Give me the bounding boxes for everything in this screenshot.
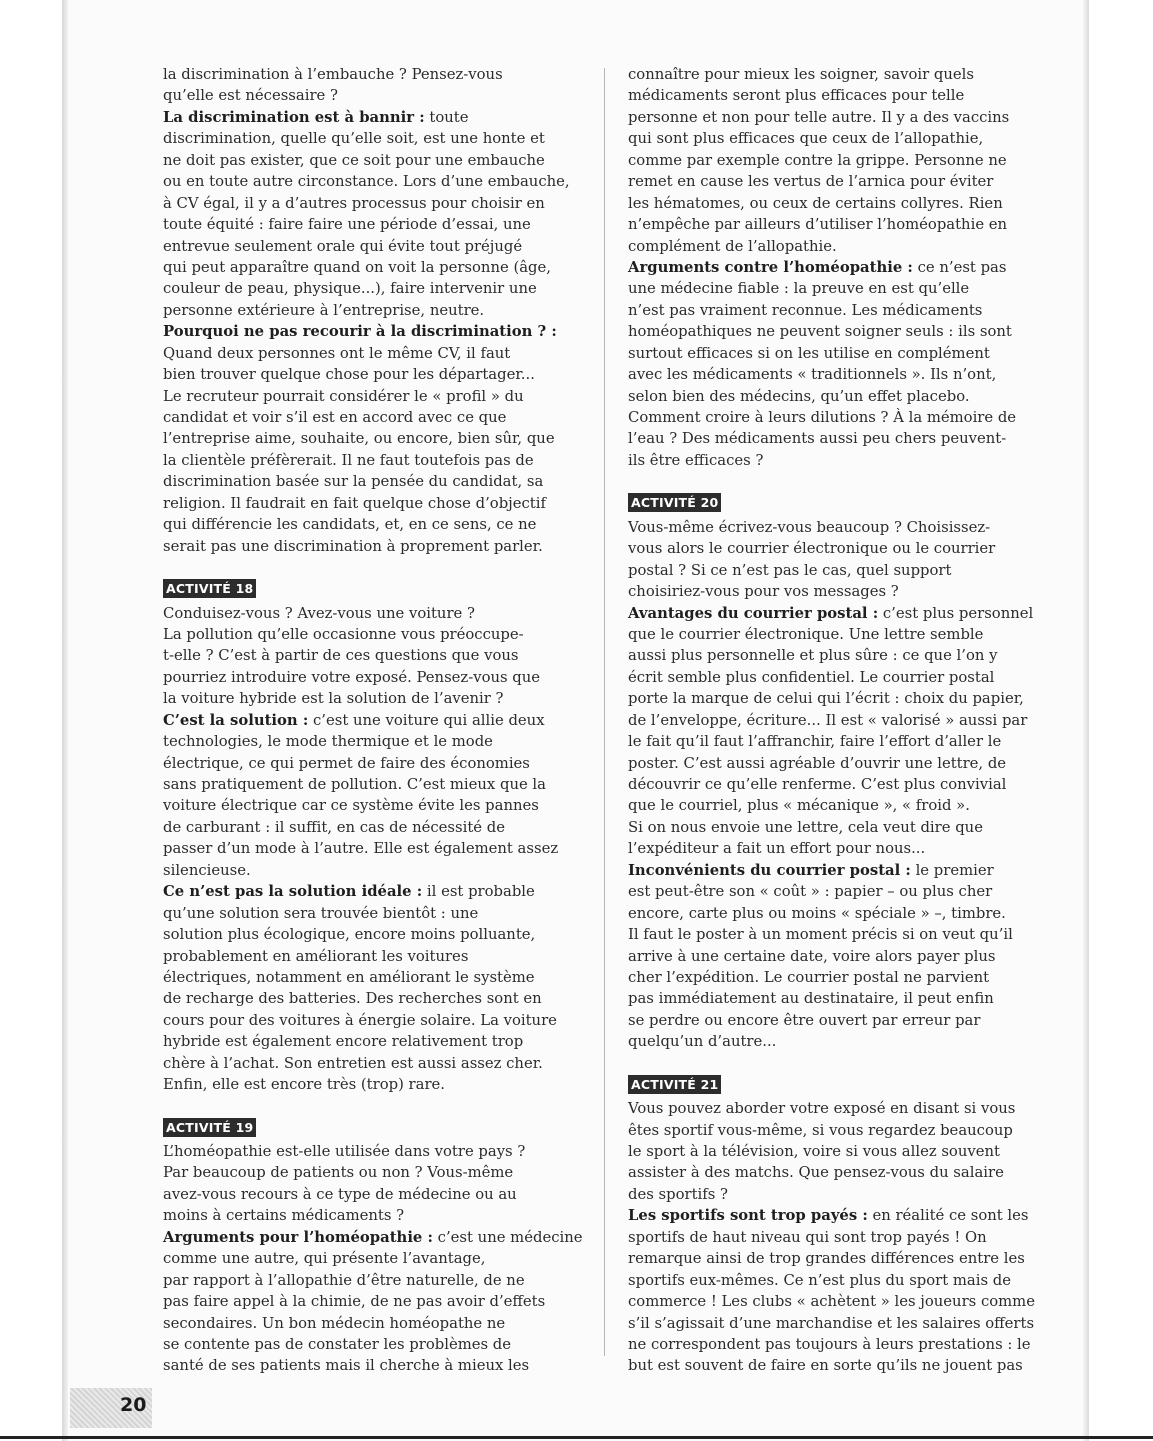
line-text: comme par exemple contre la grippe. Personne ne bbox=[628, 151, 1007, 169]
text-line bbox=[163, 710, 581, 731]
text-line bbox=[628, 193, 1048, 214]
text-line bbox=[628, 107, 1048, 128]
line-text: arrive à une certaine date, voire alors payer plus bbox=[628, 947, 996, 965]
line-text: de carburant : il suffit, en cas de nécessité de bbox=[163, 818, 505, 836]
line-text: porte la marque de celui qui l’écrit : choix du papier, bbox=[628, 690, 1024, 708]
line-text: chère à l’achat. Son entretien est aussi assez cher. bbox=[163, 1054, 543, 1072]
text-line bbox=[163, 1355, 581, 1376]
text-line bbox=[163, 860, 581, 881]
text-line bbox=[163, 1205, 581, 1226]
text-line bbox=[628, 257, 1048, 278]
line-text: surtout efficaces si on les utilise en complément bbox=[628, 344, 990, 362]
text-line bbox=[163, 386, 581, 407]
text-line bbox=[628, 817, 1048, 838]
line-text: que le courrier électronique. Une lettre semble bbox=[628, 625, 984, 643]
line-text: qui peut apparaître quand on voit la personne (âge, bbox=[163, 258, 551, 276]
text-line bbox=[163, 903, 581, 924]
bold-lead-in: La discrimination est à bannir : bbox=[163, 108, 425, 126]
binding-edge bbox=[62, 0, 68, 1441]
line-text: t-elle ? C’est à partir de ces questions que vous bbox=[163, 647, 519, 665]
text-line bbox=[163, 514, 581, 535]
activity-badge: ACTIVITÉ 19 bbox=[163, 1118, 256, 1137]
line-text: secondaires. Un bon médecin homéopathe ne bbox=[163, 1314, 506, 1332]
text-line bbox=[163, 257, 581, 278]
activity-badge: ACTIVITÉ 18 bbox=[163, 579, 256, 598]
line-text: de l’enveloppe, écriture... Il est « valorisé » aussi par bbox=[628, 711, 1028, 729]
line-text: le sport à la télévision, voire si vous allez souvent bbox=[628, 1143, 1000, 1160]
line-text: comme une autre, qui présente l’avantage, bbox=[163, 1250, 486, 1268]
text-line bbox=[163, 1270, 581, 1291]
activity-heading bbox=[628, 1074, 1048, 1095]
line-text: complément de l’allopathie. bbox=[628, 237, 837, 255]
line-text: ce n’est pas bbox=[912, 258, 1007, 276]
line-text: Vous-même écrivez-vous beaucoup ? Choisissez- bbox=[628, 518, 991, 536]
line-text: personne et non pour telle autre. Il y a des vaccins bbox=[628, 108, 1010, 126]
line-text: entrevue seulement orale qui évite tout préjugé bbox=[163, 237, 523, 255]
text-line bbox=[628, 667, 1048, 688]
line-text: sans pratiquement de pollution. C’est mieux que la bbox=[163, 776, 546, 793]
text-line bbox=[163, 1010, 581, 1031]
text-line bbox=[163, 817, 581, 838]
text-line bbox=[628, 967, 1048, 988]
text-line bbox=[163, 753, 581, 774]
text-line bbox=[163, 1053, 581, 1074]
line-text: toute bbox=[424, 108, 469, 126]
line-text: par rapport à l’allopathie d’être naturelle, de ne bbox=[163, 1271, 525, 1289]
line-text: le premier bbox=[910, 861, 994, 879]
line-text: n’est pas vraiment reconnue. Les médicaments bbox=[628, 301, 983, 319]
activity-heading bbox=[163, 1117, 581, 1138]
line-text: la voiture hybride est la solution de l’avenir ? bbox=[163, 690, 504, 708]
line-text: solution plus écologique, encore moins polluante, bbox=[163, 926, 536, 944]
text-line bbox=[163, 64, 581, 85]
text-line bbox=[628, 343, 1048, 364]
text-line bbox=[628, 1291, 1048, 1312]
bold-lead-in: Les sportifs sont trop payés : bbox=[628, 1207, 868, 1225]
text-line bbox=[163, 1248, 581, 1269]
text-line bbox=[163, 1291, 581, 1312]
activity-badge: ACTIVITÉ 20 bbox=[628, 493, 721, 512]
text-line bbox=[163, 193, 581, 214]
text-line bbox=[628, 1334, 1048, 1355]
line-text: commerce ! Les clubs « achètent » les joueurs comme bbox=[628, 1293, 1035, 1311]
bold-lead-in: Ce n’est pas la solution idéale : bbox=[163, 883, 423, 901]
line-text: c’est plus personnel bbox=[878, 604, 1034, 622]
line-text: discrimination, quelle qu’elle soit, est une honte et bbox=[163, 130, 545, 148]
text-line bbox=[628, 1141, 1048, 1162]
line-text: voiture électrique car ce système évite les pannes bbox=[163, 797, 539, 815]
text-line bbox=[628, 688, 1048, 709]
line-text: homéopathiques ne peuvent soigner seuls : ils sont bbox=[628, 323, 1012, 341]
text-line bbox=[163, 428, 581, 449]
line-text: Le recruteur pourrait considérer le « profil » du bbox=[163, 387, 524, 405]
bold-lead-in: C’est la solution : bbox=[163, 711, 309, 729]
bold-lead-in: Avantages du courrier postal : bbox=[628, 604, 879, 622]
line-text: ne correspondent pas toujours à leurs prestations : le bbox=[628, 1335, 1031, 1353]
text-line bbox=[628, 1248, 1048, 1269]
line-text: avec les médicaments « traditionnels ». Ils n’ont, bbox=[628, 366, 997, 384]
text-line bbox=[163, 214, 581, 235]
line-text: est peut-être son « coût » : papier – ou plus cher bbox=[628, 883, 993, 901]
section-gap bbox=[628, 471, 1048, 489]
line-text: selon bien des médecins, qu’un effet placebo. bbox=[628, 387, 970, 405]
text-line bbox=[628, 860, 1048, 881]
activity-heading bbox=[163, 578, 581, 599]
text-line bbox=[628, 85, 1048, 106]
line-text: technologies, le mode thermique et le mode bbox=[163, 733, 493, 751]
text-line bbox=[628, 1205, 1048, 1226]
line-text: postal ? Si ce n’est pas le cas, quel support bbox=[628, 561, 952, 579]
text-line bbox=[163, 128, 581, 149]
line-text: bien trouver quelque chose pour les départager... bbox=[163, 366, 535, 384]
line-text: Si on nous envoie une lettre, cela veut dire que bbox=[628, 818, 983, 836]
line-text: découvrir ce qu’elle renferme. C’est plus convivial bbox=[628, 776, 1007, 793]
text-line bbox=[628, 1162, 1048, 1183]
text-line bbox=[163, 450, 581, 471]
text-line bbox=[628, 1355, 1048, 1376]
line-text: pourriez introduire votre exposé. Pensez-vous que bbox=[163, 668, 541, 686]
text-line bbox=[163, 471, 581, 492]
text-line bbox=[163, 236, 581, 257]
line-text: but est souvent de faire en sorte qu’ils ne jouent pas bbox=[628, 1357, 1023, 1375]
text-line bbox=[163, 407, 581, 428]
text-line bbox=[628, 1313, 1048, 1334]
text-line bbox=[628, 731, 1048, 752]
line-text: probablement en améliorant les voitures bbox=[163, 947, 469, 965]
line-text: Quand deux personnes ont le même CV, il faut bbox=[163, 344, 511, 362]
text-line bbox=[163, 667, 581, 688]
line-text: toute équité : faire faire une période d’essai, une bbox=[163, 216, 531, 234]
text-line bbox=[163, 150, 581, 171]
text-line bbox=[628, 1120, 1048, 1141]
line-text: moins à certains médicaments ? bbox=[163, 1207, 405, 1225]
text-line bbox=[163, 946, 581, 967]
bottom-rule bbox=[0, 1436, 1153, 1439]
line-text: n’empêche par ailleurs d’utiliser l’homéopathie en bbox=[628, 216, 1008, 234]
text-line bbox=[628, 1270, 1048, 1291]
line-text: qu’une solution sera trouvée bientôt : une bbox=[163, 904, 479, 922]
line-text: ou en toute autre circonstance. Lors d’une embauche, bbox=[163, 173, 570, 191]
line-text: candidat et voir s’il est en accord avec ce que bbox=[163, 409, 507, 426]
text-line bbox=[628, 1098, 1048, 1119]
text-line bbox=[163, 988, 581, 1009]
text-line bbox=[163, 688, 581, 709]
text-line bbox=[628, 795, 1048, 816]
line-text: encore, carte plus ou moins « spéciale » –, timbre. bbox=[628, 904, 1006, 922]
text-line bbox=[163, 924, 581, 945]
line-text: êtes sportif vous-même, si vous regardez beaucoup bbox=[628, 1121, 1013, 1139]
text-line bbox=[628, 300, 1048, 321]
text-line bbox=[628, 450, 1048, 471]
line-text: discrimination basée sur la pensée du candidat, sa bbox=[163, 473, 544, 491]
text-line bbox=[163, 838, 581, 859]
text-line bbox=[628, 838, 1048, 859]
text-line bbox=[163, 1313, 581, 1334]
line-text: des sportifs ? bbox=[628, 1185, 728, 1203]
text-line bbox=[628, 710, 1048, 731]
text-line bbox=[163, 795, 581, 816]
line-text: en réalité ce sont les bbox=[867, 1207, 1029, 1225]
text-line bbox=[628, 214, 1048, 235]
bold-lead-in: Inconvénients du courrier postal : bbox=[628, 861, 911, 879]
text-line bbox=[628, 150, 1048, 171]
text-line bbox=[628, 645, 1048, 666]
text-line bbox=[628, 278, 1048, 299]
line-text: La pollution qu’elle occasionne vous préoccupe- bbox=[163, 625, 524, 643]
line-text: couleur de peau, physique...), faire intervenir une bbox=[163, 280, 537, 298]
text-line bbox=[163, 493, 581, 514]
text-line bbox=[163, 536, 581, 557]
line-text: ils être efficaces ? bbox=[628, 451, 764, 469]
line-text: personne extérieure à l’entreprise, neutre. bbox=[163, 301, 485, 319]
text-line bbox=[628, 171, 1048, 192]
line-text: connaître pour mieux les soigner, savoir quels bbox=[628, 66, 974, 83]
line-text: sportifs de haut niveau qui sont trop payés ! On bbox=[628, 1228, 987, 1246]
text-line bbox=[628, 1010, 1048, 1031]
line-text: médicaments seront plus efficaces pour telle bbox=[628, 87, 965, 105]
line-text: Par beaucoup de patients ou non ? Vous-même bbox=[163, 1164, 514, 1182]
bold-lead-in: Arguments contre l’homéopathie : bbox=[628, 258, 913, 276]
text-line bbox=[628, 386, 1048, 407]
line-text: quelqu’un d’autre... bbox=[628, 1033, 777, 1051]
text-line bbox=[628, 903, 1048, 924]
line-text: de recharge des batteries. Des recherches sont en bbox=[163, 990, 542, 1008]
text-line bbox=[163, 645, 581, 666]
text-line bbox=[163, 1141, 581, 1162]
line-text: c’est une médecine bbox=[432, 1228, 583, 1246]
line-text: Comment croire à leurs dilutions ? À la mémoire de bbox=[628, 409, 1017, 426]
text-line bbox=[628, 1227, 1048, 1248]
left-column bbox=[163, 64, 581, 1377]
line-text: Enfin, elle est encore très (trop) rare. bbox=[163, 1076, 445, 1094]
line-text: serait pas une discrimination à proprement parler. bbox=[163, 537, 543, 555]
line-text: le fait qu’il faut l’affranchir, faire l’effort d’aller le bbox=[628, 733, 1002, 751]
line-text: cours pour des voitures à énergie solaire. La voiture bbox=[163, 1011, 557, 1029]
line-text: remarque ainsi de trop grandes différences entre les bbox=[628, 1250, 1025, 1268]
line-text: cher l’expédition. Le courrier postal ne parvient bbox=[628, 968, 990, 986]
text-line bbox=[163, 278, 581, 299]
text-line bbox=[628, 128, 1048, 149]
line-text: que le courriel, plus « mécanique », « froid ». bbox=[628, 797, 970, 815]
line-text: l’expéditeur a fait un effort pour nous... bbox=[628, 840, 926, 858]
line-text: passer d’un mode à l’autre. Elle est également assez bbox=[163, 840, 559, 858]
text-line bbox=[163, 967, 581, 988]
section-gap bbox=[163, 1096, 581, 1114]
activity-badge: ACTIVITÉ 21 bbox=[628, 1075, 721, 1094]
text-line bbox=[628, 988, 1048, 1009]
line-text: électriques, notamment en améliorant le système bbox=[163, 968, 535, 986]
line-text: s’il s’agissait d’une marchandise et les salaires offerts bbox=[628, 1314, 1035, 1332]
text-line bbox=[163, 1162, 581, 1183]
line-text: pas immédiatement au destinataire, il peut enfin bbox=[628, 990, 994, 1008]
line-text: écrit semble plus confidentiel. Le courrier postal bbox=[628, 668, 995, 686]
line-text: l’entreprise aime, souhaite, ou encore, bien sûr, que bbox=[163, 430, 555, 448]
text-line bbox=[628, 364, 1048, 385]
text-line bbox=[628, 924, 1048, 945]
text-line bbox=[163, 321, 581, 342]
text-line bbox=[163, 107, 581, 128]
column-divider bbox=[604, 68, 605, 1356]
text-line bbox=[628, 581, 1048, 602]
line-text: la discrimination à l’embauche ? Pensez-vous bbox=[163, 66, 503, 83]
line-text: c’est une voiture qui allie deux bbox=[308, 711, 545, 729]
text-line bbox=[628, 603, 1048, 624]
bold-lead-in: Pourquoi ne pas recourir à la discrimination ? : bbox=[163, 323, 557, 341]
text-line bbox=[163, 1227, 581, 1248]
page-number: 20 bbox=[120, 1394, 147, 1416]
right-column bbox=[628, 64, 1048, 1377]
text-line bbox=[628, 624, 1048, 645]
line-text: hybride est également encore relativement trop bbox=[163, 1033, 524, 1051]
text-line bbox=[628, 321, 1048, 342]
text-line bbox=[628, 753, 1048, 774]
line-text: à CV égal, il y a d’autres processus pour choisir en bbox=[163, 194, 545, 212]
text-line bbox=[163, 343, 581, 364]
line-text: assister à des matchs. Que pensez-vous du salaire bbox=[628, 1164, 1004, 1182]
text-line bbox=[628, 236, 1048, 257]
activity-heading bbox=[628, 492, 1048, 513]
line-text: Vous pouvez aborder votre exposé en disant si vous bbox=[628, 1100, 1016, 1118]
line-text: sportifs eux-mêmes. Ce n’est plus du sport mais de bbox=[628, 1271, 1012, 1289]
text-line bbox=[163, 731, 581, 752]
line-text: il est probable bbox=[422, 883, 535, 901]
text-line bbox=[628, 428, 1048, 449]
text-line bbox=[163, 624, 581, 645]
line-text: électrique, ce qui permet de faire des économies bbox=[163, 754, 530, 772]
line-text: poster. C’est aussi agréable d’ouvrir une lettre, de bbox=[628, 754, 1007, 772]
text-line bbox=[163, 300, 581, 321]
text-line bbox=[163, 85, 581, 106]
line-text: se contente pas de constater les problèmes de bbox=[163, 1335, 512, 1353]
text-line bbox=[628, 64, 1048, 85]
line-text: qu’elle est nécessaire ? bbox=[163, 87, 338, 105]
text-line bbox=[163, 171, 581, 192]
line-text: santé de ses patients mais il cherche à mieux les bbox=[163, 1357, 530, 1375]
line-text: remet en cause les vertus de l’arnica pour éviter bbox=[628, 173, 994, 191]
line-text: la clientèle préfèrerait. Il ne faut toutefois pas de bbox=[163, 451, 534, 469]
line-text: les hématomes, ou ceux de certains collyres. Rien bbox=[628, 194, 1003, 212]
text-line bbox=[628, 774, 1048, 795]
line-text: l’eau ? Des médicaments aussi peu chers peuvent- bbox=[628, 430, 1007, 448]
text-line bbox=[163, 1031, 581, 1052]
line-text: silencieuse. bbox=[163, 861, 251, 879]
bold-lead-in: Arguments pour l’homéopathie : bbox=[163, 1228, 433, 1246]
line-text: ne doit pas exister, que ce soit pour une embauche bbox=[163, 151, 545, 169]
text-line bbox=[628, 946, 1048, 967]
line-text: choisiriez-vous pour vos messages ? bbox=[628, 583, 899, 601]
text-line bbox=[163, 881, 581, 902]
text-line bbox=[163, 603, 581, 624]
text-line bbox=[163, 1334, 581, 1355]
section-gap bbox=[628, 1053, 1048, 1071]
text-line bbox=[163, 1074, 581, 1095]
text-line bbox=[628, 1031, 1048, 1052]
line-text: L’homéopathie est-elle utilisée dans votre pays ? bbox=[163, 1143, 526, 1160]
line-text: pas faire appel à la chimie, de ne pas avoir d’effets bbox=[163, 1293, 546, 1311]
text-line bbox=[628, 1184, 1048, 1205]
text-line bbox=[628, 560, 1048, 581]
text-line bbox=[628, 407, 1048, 428]
text-line bbox=[163, 1184, 581, 1205]
text-line bbox=[628, 538, 1048, 559]
line-text: se perdre ou encore être ouvert par erreur par bbox=[628, 1011, 981, 1029]
page-edge-shadow bbox=[1083, 0, 1089, 1441]
section-gap bbox=[163, 557, 581, 575]
line-text: qui sont plus efficaces que ceux de l’allopathie, bbox=[628, 130, 984, 148]
line-text: religion. Il faudrait en fait quelque chose d’objectif bbox=[163, 494, 546, 512]
line-text: Il faut le poster à un moment précis si on veut qu’il bbox=[628, 926, 1013, 944]
line-text: une médecine fiable : la preuve en est qu’elle bbox=[628, 280, 970, 298]
line-text: avez-vous recours à ce type de médecine ou au bbox=[163, 1185, 517, 1203]
line-text: Conduisez-vous ? Avez-vous une voiture ? bbox=[163, 604, 475, 622]
text-line bbox=[163, 774, 581, 795]
text-line bbox=[628, 517, 1048, 538]
text-line bbox=[628, 881, 1048, 902]
line-text: aussi plus personnelle et plus sûre : ce que l’on y bbox=[628, 647, 998, 665]
text-line bbox=[163, 364, 581, 385]
line-text: vous alors le courrier électronique ou le courrier bbox=[628, 540, 996, 558]
line-text: qui différencie les candidats, et, en ce sens, ce ne bbox=[163, 516, 537, 534]
